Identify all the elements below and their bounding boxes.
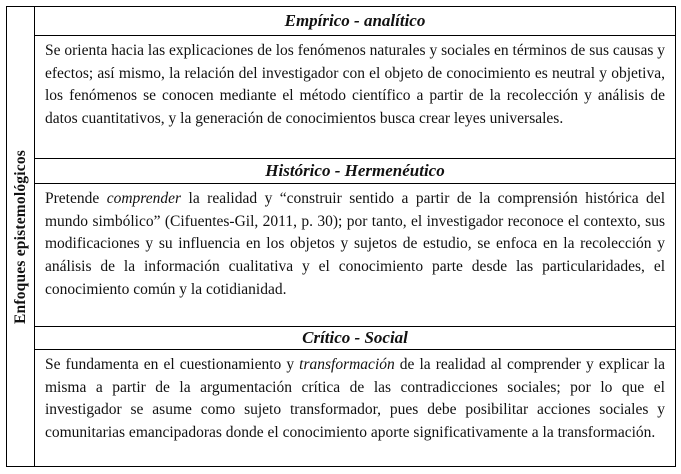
side-label: Enfoques epistemológicos: [12, 149, 29, 324]
epistemological-approaches-table: [6, 6, 676, 467]
text-part: de la realidad al comprender y explicar la misma a partir de la argumentación crítica de las contradicciones sociales; por lo que el investigador se asume como sujeto transformador, pues debe posibilitar acciones sociales y comunitarias emancipadoras donde el conocimiento aporte significativamente a la transformación.: [45, 356, 665, 442]
section-title-critico: Crítico - Social: [35, 327, 675, 349]
emphasis-text: transformación: [299, 356, 395, 373]
side-column: [7, 7, 35, 466]
text-part: Se fundamenta en el cuestionamiento y: [45, 356, 300, 373]
table-content: [35, 7, 675, 466]
text-part: Pretende: [45, 190, 107, 207]
section-text-critico: [35, 350, 675, 466]
section-text-empirico: Se orienta hacia las explicaciones de los fenómenos naturales y sociales en términos de sus causas y efectos; así mismo, la relación del investigador con el objeto de conocimiento es neutral y objetiva, los fenómenos se conocen mediante el método científico a partir de la recolección y análisis de datos cuantitativos, y la generación de conocimientos busca crear leyes universales.: [45, 42, 665, 128]
section-text-historico: [35, 184, 675, 326]
emphasis-text: comprender: [106, 190, 182, 207]
text-part: la realidad y “construir sentido a partir de la comprensión histórica del mundo simbólico” (Cifuentes-Gil, 2011, p. 30); por tanto, el investigador reconoce el contexto, sus modificaciones y su influencia en los objetos y sujetos de estudio, se enfoca en la recolección y análisis de la información cualitativa y el conocimiento parte desde las particularidades, el conocimiento común y la cotidianidad.: [45, 190, 665, 298]
section-title-empirico: Empírico - analítico: [35, 7, 675, 34]
section-title-historico: Histórico - Hermenéutico: [35, 159, 675, 183]
